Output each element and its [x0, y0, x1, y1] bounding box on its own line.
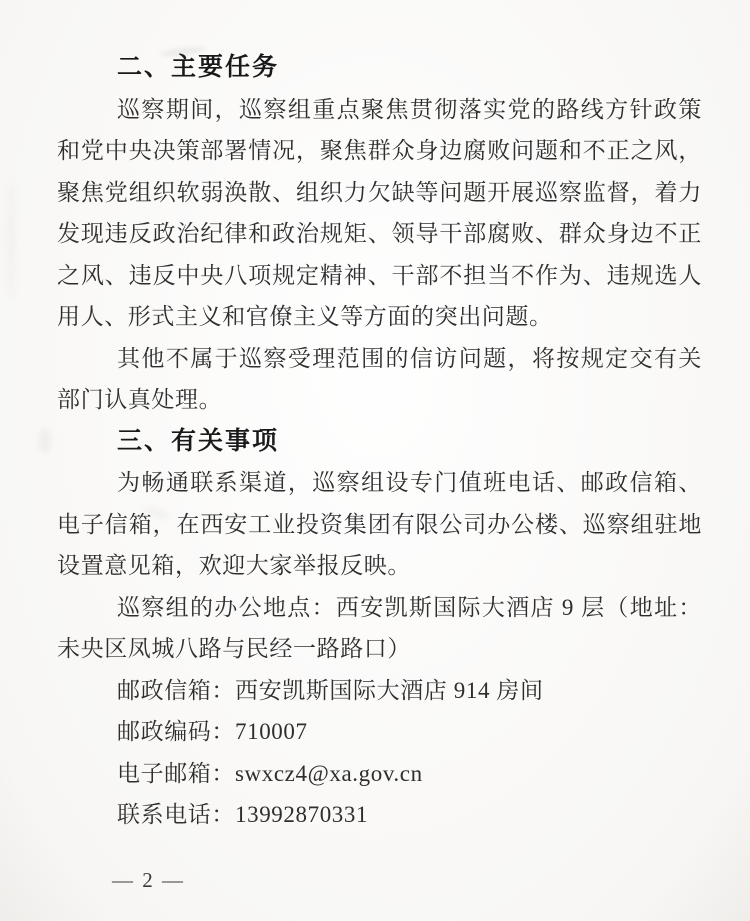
scan-smudge: [6, 180, 16, 300]
paragraph: 电子邮箱：swxcz4@xa.gov.cn: [117, 760, 423, 786]
paragraph: 邮政编码：710007: [117, 719, 308, 744]
paragraph: 联系电话：13992870331: [117, 802, 369, 827]
paragraph: 为畅通联系渠道，巡察组设专门值班电话、邮政信箱、电子信箱，在西安工业投资集团有限公司办公楼、巡察组驻地设置意见箱，欢迎大家举报反映。: [57, 470, 702, 578]
section-heading: 三、有关事项: [117, 426, 280, 455]
paragraph: 其他不属于巡察受理范围的信访问题，将按规定交有关部门认真处理。: [57, 345, 702, 412]
paragraph: 邮政信箱：西安凯斯国际大酒店 914 房间: [117, 677, 544, 703]
section-heading: 二、主要任务: [117, 53, 280, 81]
document-body: [57, 47, 702, 836]
scan-smudge: [38, 428, 52, 454]
page-number: — 2 —: [112, 868, 185, 892]
paragraph: 巡察期间，巡察组重点聚焦贯彻落实党的路线方针政策和党中央决策部署情况，聚焦群众身边腐败问题和不正之风，聚焦党组织软弱涣散、组织力欠缺等问题开展巡察监督，着力发现违反政治纪律和政治规矩、领导干部腐败、群众身边不正之风、违反中央八项规定精神、干部不担当不作为、违规选人用人、形式主义和官僚主义等方面的突出问题。: [57, 96, 702, 329]
paragraph: 巡察组的办公地点：西安凯斯国际大酒店 9 层（地址：未央区凤城八路与民经一路路口）: [57, 594, 702, 661]
